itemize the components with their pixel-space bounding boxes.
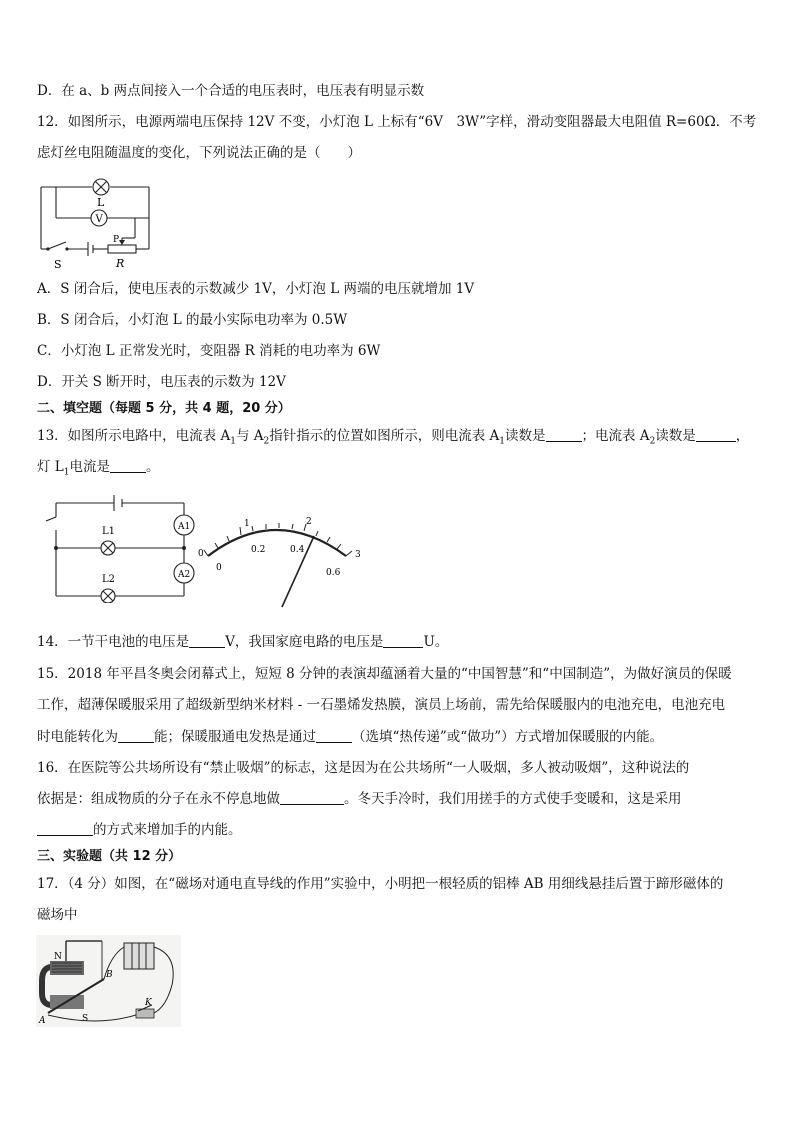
q16-stem-line3: [37, 820, 242, 840]
dial-top-1: 1: [244, 519, 250, 529]
q15-text: 时电能转化为: [37, 729, 118, 745]
q13-text: 指针指示的位置如图所示，则电流表 A: [269, 428, 500, 444]
q14-text: 14．一节干电池的电压是: [37, 634, 190, 650]
q15-blank-2: [316, 728, 352, 743]
q16-text: 。冬天手冷时，我们用搓手的方式使手变暖和，这是采用: [344, 791, 682, 807]
q14-blank-1: [189, 633, 225, 648]
q12-option-d: D．开关 S 断开时，电压表的示数为 12V: [37, 374, 286, 390]
q12-voltmeter-label: V: [95, 214, 103, 225]
q12-lamp-label: L: [97, 196, 105, 209]
q16-blank-1: [280, 790, 344, 805]
q15-blank-1: [118, 728, 154, 743]
q17-apparatus-figure: [36, 935, 181, 1027]
q13-a2-label: A2: [178, 570, 191, 580]
q17-n-label: N: [54, 952, 62, 962]
q13-stem-line1: [37, 426, 749, 452]
dial-bottom-0: 0: [216, 563, 222, 573]
q13-text: 读数是: [505, 428, 546, 444]
q15-text: 能；保暖服通电发热是通过: [154, 729, 316, 745]
q13-l1-label: L1: [102, 526, 116, 537]
dial-top-2: 2: [306, 517, 312, 527]
q13-text: 13．如图所示电路中，电流表 A: [37, 428, 231, 444]
q16-blank-2: [37, 821, 93, 836]
q15-text: （选填“热传递”或“做功”）方式增加保暖服的内能。: [352, 729, 664, 745]
q12-stem-line2: 虑灯丝电阻随温度的变化，下列说法正确的是（ ）: [37, 145, 361, 161]
q14-text: U。: [423, 634, 449, 650]
q13-sub: 2: [649, 436, 656, 447]
q13-sub: 1: [499, 436, 506, 447]
q12-slider-label: P: [113, 235, 120, 245]
q13-ammeter-dial: [196, 512, 371, 612]
q13-circuit-figure: [38, 488, 198, 603]
q13-blank-l1: [110, 458, 146, 473]
q13-sub: 2: [263, 436, 270, 447]
q14-text: V，我国家庭电路的电压是: [225, 634, 384, 650]
q13-a1-label: A1: [178, 522, 191, 532]
section-3-heading: 三、实验题（共 12 分）: [37, 849, 182, 864]
q13-text: 。: [146, 459, 160, 475]
q13-sub: 1: [230, 436, 236, 447]
q13-text: 与 A: [235, 428, 264, 444]
dial-top-3: 3: [355, 550, 361, 560]
dial-bottom-0-6: 0.6: [326, 568, 341, 578]
q14-stem: [37, 632, 448, 652]
q17-b-label: B: [106, 970, 113, 980]
q13-sub: 1: [63, 467, 70, 478]
q16-text: 依据是：组成物质的分子在永不停息地做: [37, 791, 280, 807]
q13-text: ，: [735, 428, 750, 444]
q13-text: 读数是: [655, 428, 696, 444]
q13-text: 电流是: [69, 459, 110, 475]
q14-blank-2: [383, 633, 423, 648]
q16-stem-line2: [37, 789, 682, 809]
q12-option-a: A．S 闭合后，使电压表的示数减少 1V，小灯泡 L 两端的电压就增加 1V: [37, 281, 475, 297]
q17-stem-line1: 17．（4 分）如图，在“磁场对通电直导线的作用”实验中，小明把一根轻质的铝棒 AB 用细线悬挂后置于蹄形磁体的: [37, 876, 724, 892]
q15-stem-line1: 15．2018 年平昌冬奥会闭幕式上，短短 8 分钟的表演却蕴涵着大量的“中国智慧”和“中国制造”，为做好演员的保暖: [37, 666, 732, 682]
q13-l2-label: L2: [102, 574, 116, 585]
q16-text: 的方式来增加手的内能。: [93, 822, 242, 838]
section-2-heading: 二、填空题（每题 5 分，共 4 题，20 分）: [37, 401, 291, 416]
q17-a-label: A: [39, 1016, 46, 1026]
q13-text: ；电流表 A: [581, 428, 650, 444]
dial-top-0: 0: [198, 549, 204, 559]
q12-switch-label: S: [54, 258, 62, 271]
q17-s-label: S: [82, 1014, 89, 1024]
q12-rheostat-label: R: [116, 257, 125, 270]
q13-blank-a2: [696, 427, 736, 442]
q15-stem-line2: 工作，超薄保暖服采用了超级新型纳米材料 - 一石墨烯发热膜，演员上场前，需先给保暖服内的电池充电，电池充电: [37, 697, 726, 713]
q12-stem-line1: 12．如图所示，电源两端电压保持 12V 不变，小灯泡 L 上标有“6V 3W”字样，滑动变阻器最大电阻值 R=60Ω．不考: [37, 114, 757, 130]
q16-stem-line1: 16．在医院等公共场所设有“禁止吸烟”的标志，这是因为在公共场所“一人吸烟，多人被动吸烟”，这种说法的: [37, 760, 690, 776]
q13-stem-line2: [37, 457, 160, 483]
q17-k-label: K: [145, 998, 152, 1008]
dial-bottom-0-4: 0.4: [290, 545, 305, 555]
q13-blank-a1: [546, 427, 582, 442]
q11-option-d: D．在 a、b 两点间接入一个合适的电压表时，电压表有明显示数: [37, 83, 425, 99]
q12-circuit-figure: [36, 172, 166, 272]
q12-option-b: B．S 闭合后，小灯泡 L 的最小实际电功率为 0.5W: [37, 312, 348, 328]
q17-stem-line2: 磁场中: [37, 907, 78, 923]
dial-bottom-0-2: 0.2: [251, 545, 266, 555]
q15-stem-line3: [37, 727, 663, 747]
q13-text: 灯 L: [37, 459, 64, 475]
q12-option-c: C．小灯泡 L 正常发光时，变阻器 R 消耗的电功率为 6W: [37, 343, 381, 359]
